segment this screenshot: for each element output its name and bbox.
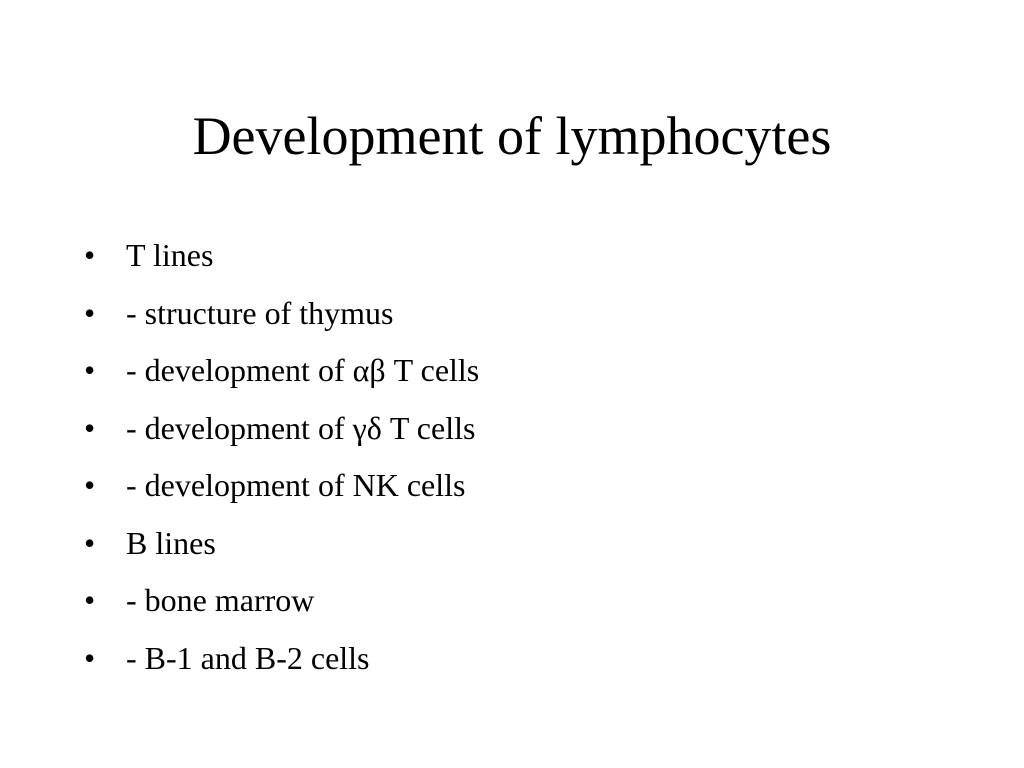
list-item-text: - development of αβ T cells [126,352,480,388]
list-item [84,457,479,515]
list-item [84,227,479,285]
bullet-icon: • [84,639,96,676]
bullet-icon: • [84,409,96,446]
list-item [84,630,479,688]
bullet-icon: • [84,467,96,503]
bullet-icon: • [84,582,96,618]
list-item [84,572,479,630]
bullet-icon: • [84,524,96,561]
list-item-text: - bone marrow [126,582,315,618]
list-item [84,515,479,573]
list-item-text: - development of γδ T cells [126,409,476,446]
bullet-icon: • [84,237,96,273]
list-item-text: - development of NK cells [126,467,466,503]
list-item-text: T lines [126,237,214,273]
bullet-icon: • [84,352,96,388]
list-item-text: - structure of thymus [126,294,394,331]
slide-title: Development of lymphocytes [192,106,832,166]
bullet-list [84,227,479,687]
list-item [84,285,479,343]
list-item [84,342,479,400]
bullet-icon: • [84,294,96,331]
list-item-text: B lines [126,524,216,561]
list-item-text: - B-1 and B-2 cells [126,639,370,676]
list-item [84,400,479,458]
